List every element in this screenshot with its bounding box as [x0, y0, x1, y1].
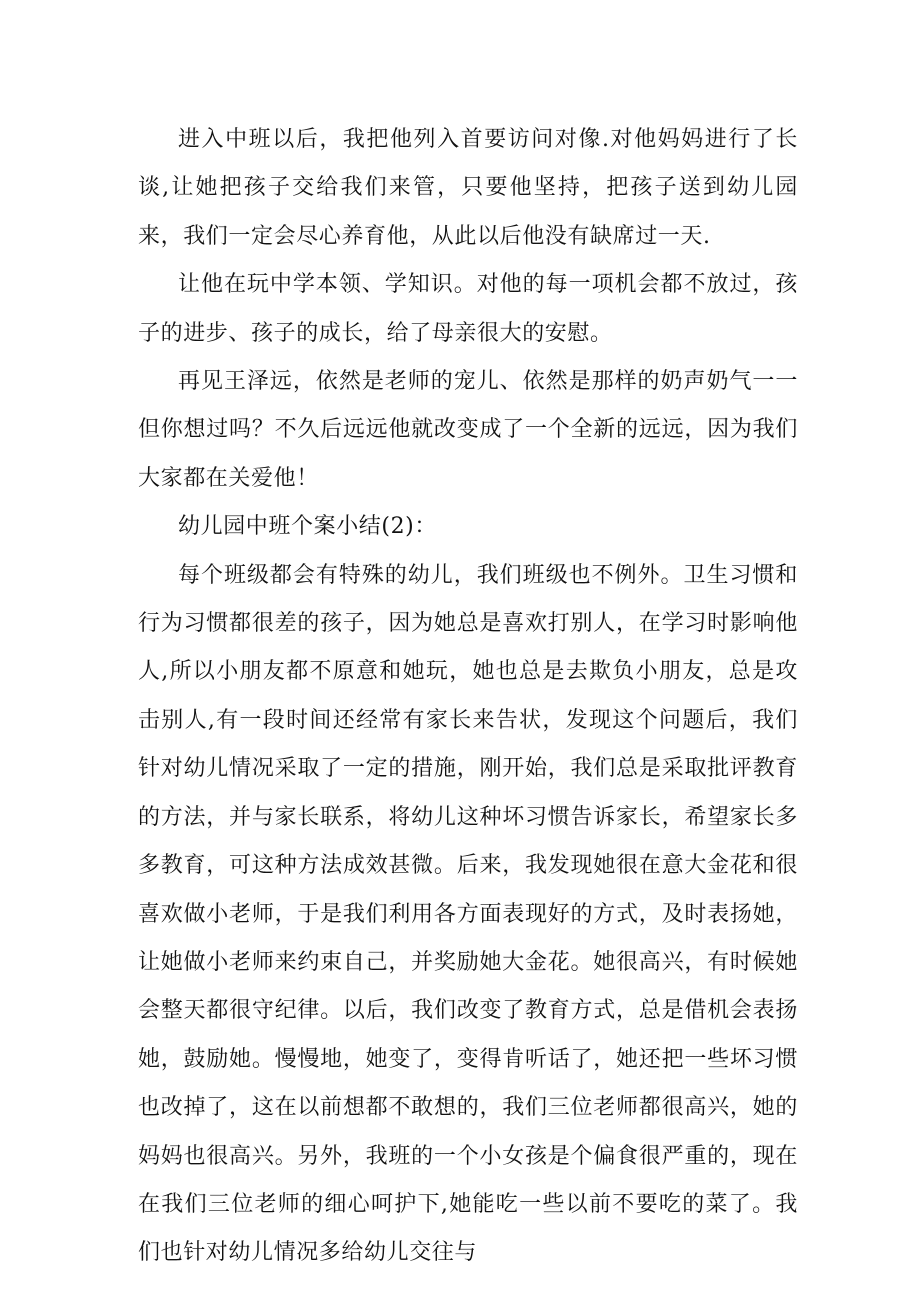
paragraph-reunion: 再见王泽远，依然是老师的宠儿、依然是那样的奶声奶气一一但你想过吗？不久后远远他就改变成了一个全新的远远，因为我们大家都在关爱他！ [138, 369, 798, 491]
document-body [138, 116, 798, 1278]
paragraph-visit-plan: 进入中班以后，我把他列入首要访问对像.对他妈妈进行了长谈,让她把孩子交给我们来管，只要他坚持，把孩子送到幼儿园来，我们一定会尽心养育他，从此以后他没有缺席过一天. [138, 127, 798, 249]
paragraph-learning: 让他在玩中学本领、学知识。对他的每一项机会都不放过，孩子的进步、孩子的成长，给了母亲很大的安慰。 [138, 272, 798, 346]
paragraph-case-summary: 每个班级都会有特殊的幼儿，我们班级也不例外。卫生习惯和行为习惯都很差的孩子，因为她总是喜欢打别人，在学习时影响他人,所以小朋友都不原意和她玩，她也总是去欺负小朋友，总是攻击别人,有一段时间还经常有家长来告状，发现这个问题后，我们针对幼儿情况采取了一定的措施，刚开始，我们总是采取批评教育的方法，并与家长联系，将幼儿这种坏习惯告诉家长，希望家长多多教育，可这种方法成效甚微。后来，我发现她很在意大金花和很喜欢做小老师，于是我们利用各方面表现好的方式，及时表扬她，让她做小老师来约束自己，并奖励她大金花。她很高兴，有时候她会整天都很守纪律。以后，我们改变了教育方式，总是借机会表扬她，鼓励她。慢慢地，她变了，变得肯听话了，她还把一些坏习惯也改掉了，这在以前想都不敢想的，我们三位老师都很高兴，她的妈妈也很高兴。另外，我班的一个小女孩是个偏食很严重的，现在在我们三位老师的细心呵护下,她能吃一些以前不要吃的菜了。我们也针对幼儿情况多给幼儿交往与 [138, 562, 798, 1266]
section-heading: 幼儿园中班个案小结(2)： [178, 514, 437, 540]
